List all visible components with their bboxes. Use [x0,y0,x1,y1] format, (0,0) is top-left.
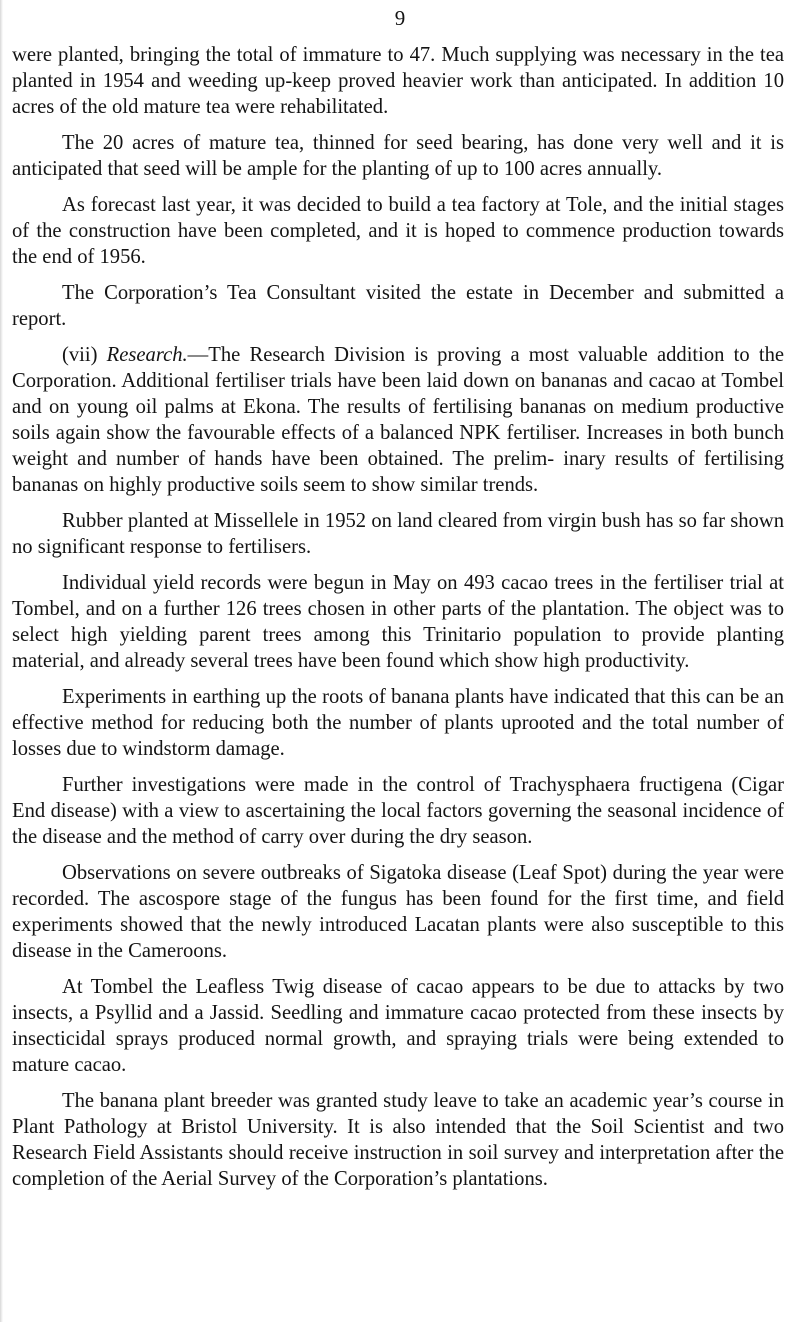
paragraph-sigatoka: Observations on severe outbreaks of Sigatoka disease (Leaf Spot) during the year were recorded. The ascospore stage of the fungus has been found for the first time, and field experiments showed that the newly introduced Lacatan plants were also susceptible to this disease in the Cameroons. [12,862,784,962]
section-heading-research: Research. [106,344,188,366]
paragraph-mature-tea: The 20 acres of mature tea, thinned for seed bearing, has done very well and it is anticipated that seed will be ample for the planting of up to 100 acres annually. [12,132,784,180]
paragraph-research [12,342,784,498]
paragraph-yield-records: Individual yield records were begun in May on 493 cacao trees in the fertiliser trial at Tombel, and on a further 126 trees chosen in other parts of the plantation. The object was to select high yielding parent trees among this Trinitario population to provide planting material, and already several trees have been found which show high productivity. [12,572,784,672]
paragraph-research-body: —The Research Division is proving a most valuable addition to the Corporation. Additional fertiliser trials have been laid down on bananas and cacao at Tombel and on young oil palms at Ekona. The results of fertilising bananas on medium productive soils again show the favourable effects of a balanced NPK fertiliser. Increases in both bunch weight and number of hands have been obtained. The prelim- inary results of fertilising bananas on highly productive soils seem to show similar trends. [12,344,785,496]
paragraph-tea-factory: As forecast last year, it was decided to build a tea factory at Tole, and the initial stages of the construction have been completed, and it is hoped to commence production towards the end of 1956. [12,194,784,268]
paragraph-cigar-end: Further investigations were made in the control of Trachysphaera fructigena (Cigar End disease) with a view to ascertaining the local factors governing the seasonal incidence of the disease and the method of carry over during the dry season. [12,774,784,848]
paragraph-earthing-up: Experiments in earthing up the roots of banana plants have indicated that this can be an effective method for reducing both the number of plants uprooted and the total number of losses due to windstorm damage. [12,686,784,760]
paragraph-study-leave: The banana plant breeder was granted study leave to take an academic year’s course in Plant Pathology at Bristol University. It is also intended that the Soil Scientist and two Research Field Assistants should receive instruction in soil survey and interpretation after the completion of the Aerial Survey of the Corporation’s plantations. [12,1090,784,1190]
page-number: 9 [394,6,406,30]
paragraph-leafless-twig: At Tombel the Leafless Twig disease of cacao appears to be due to attacks by two insects, a Psyllid and a Jassid. Seedling and immature cacao protected from these insects by insecticidal sprays produced normal growth, and spraying trials were being extended to mature cacao. [12,976,784,1076]
section-number: (vii) [62,344,107,366]
body-text [12,42,784,1192]
page-edge-shadow [0,0,3,1322]
paragraph-tea-consultant: The Corporation’s Tea Consultant visited the estate in December and submitted a report. [12,282,784,330]
paragraph-continuation: were planted, bringing the total of immature to 47. Much supplying was necessary in the tea planted in 1954 and weeding up-keep proved heavier work than anticipated. In addition 10 acres of the old mature tea were rehabilitated. [12,44,784,118]
paragraph-rubber: Rubber planted at Missellele in 1952 on land cleared from virgin bush has so far shown no significant response to fertilisers. [12,510,784,558]
